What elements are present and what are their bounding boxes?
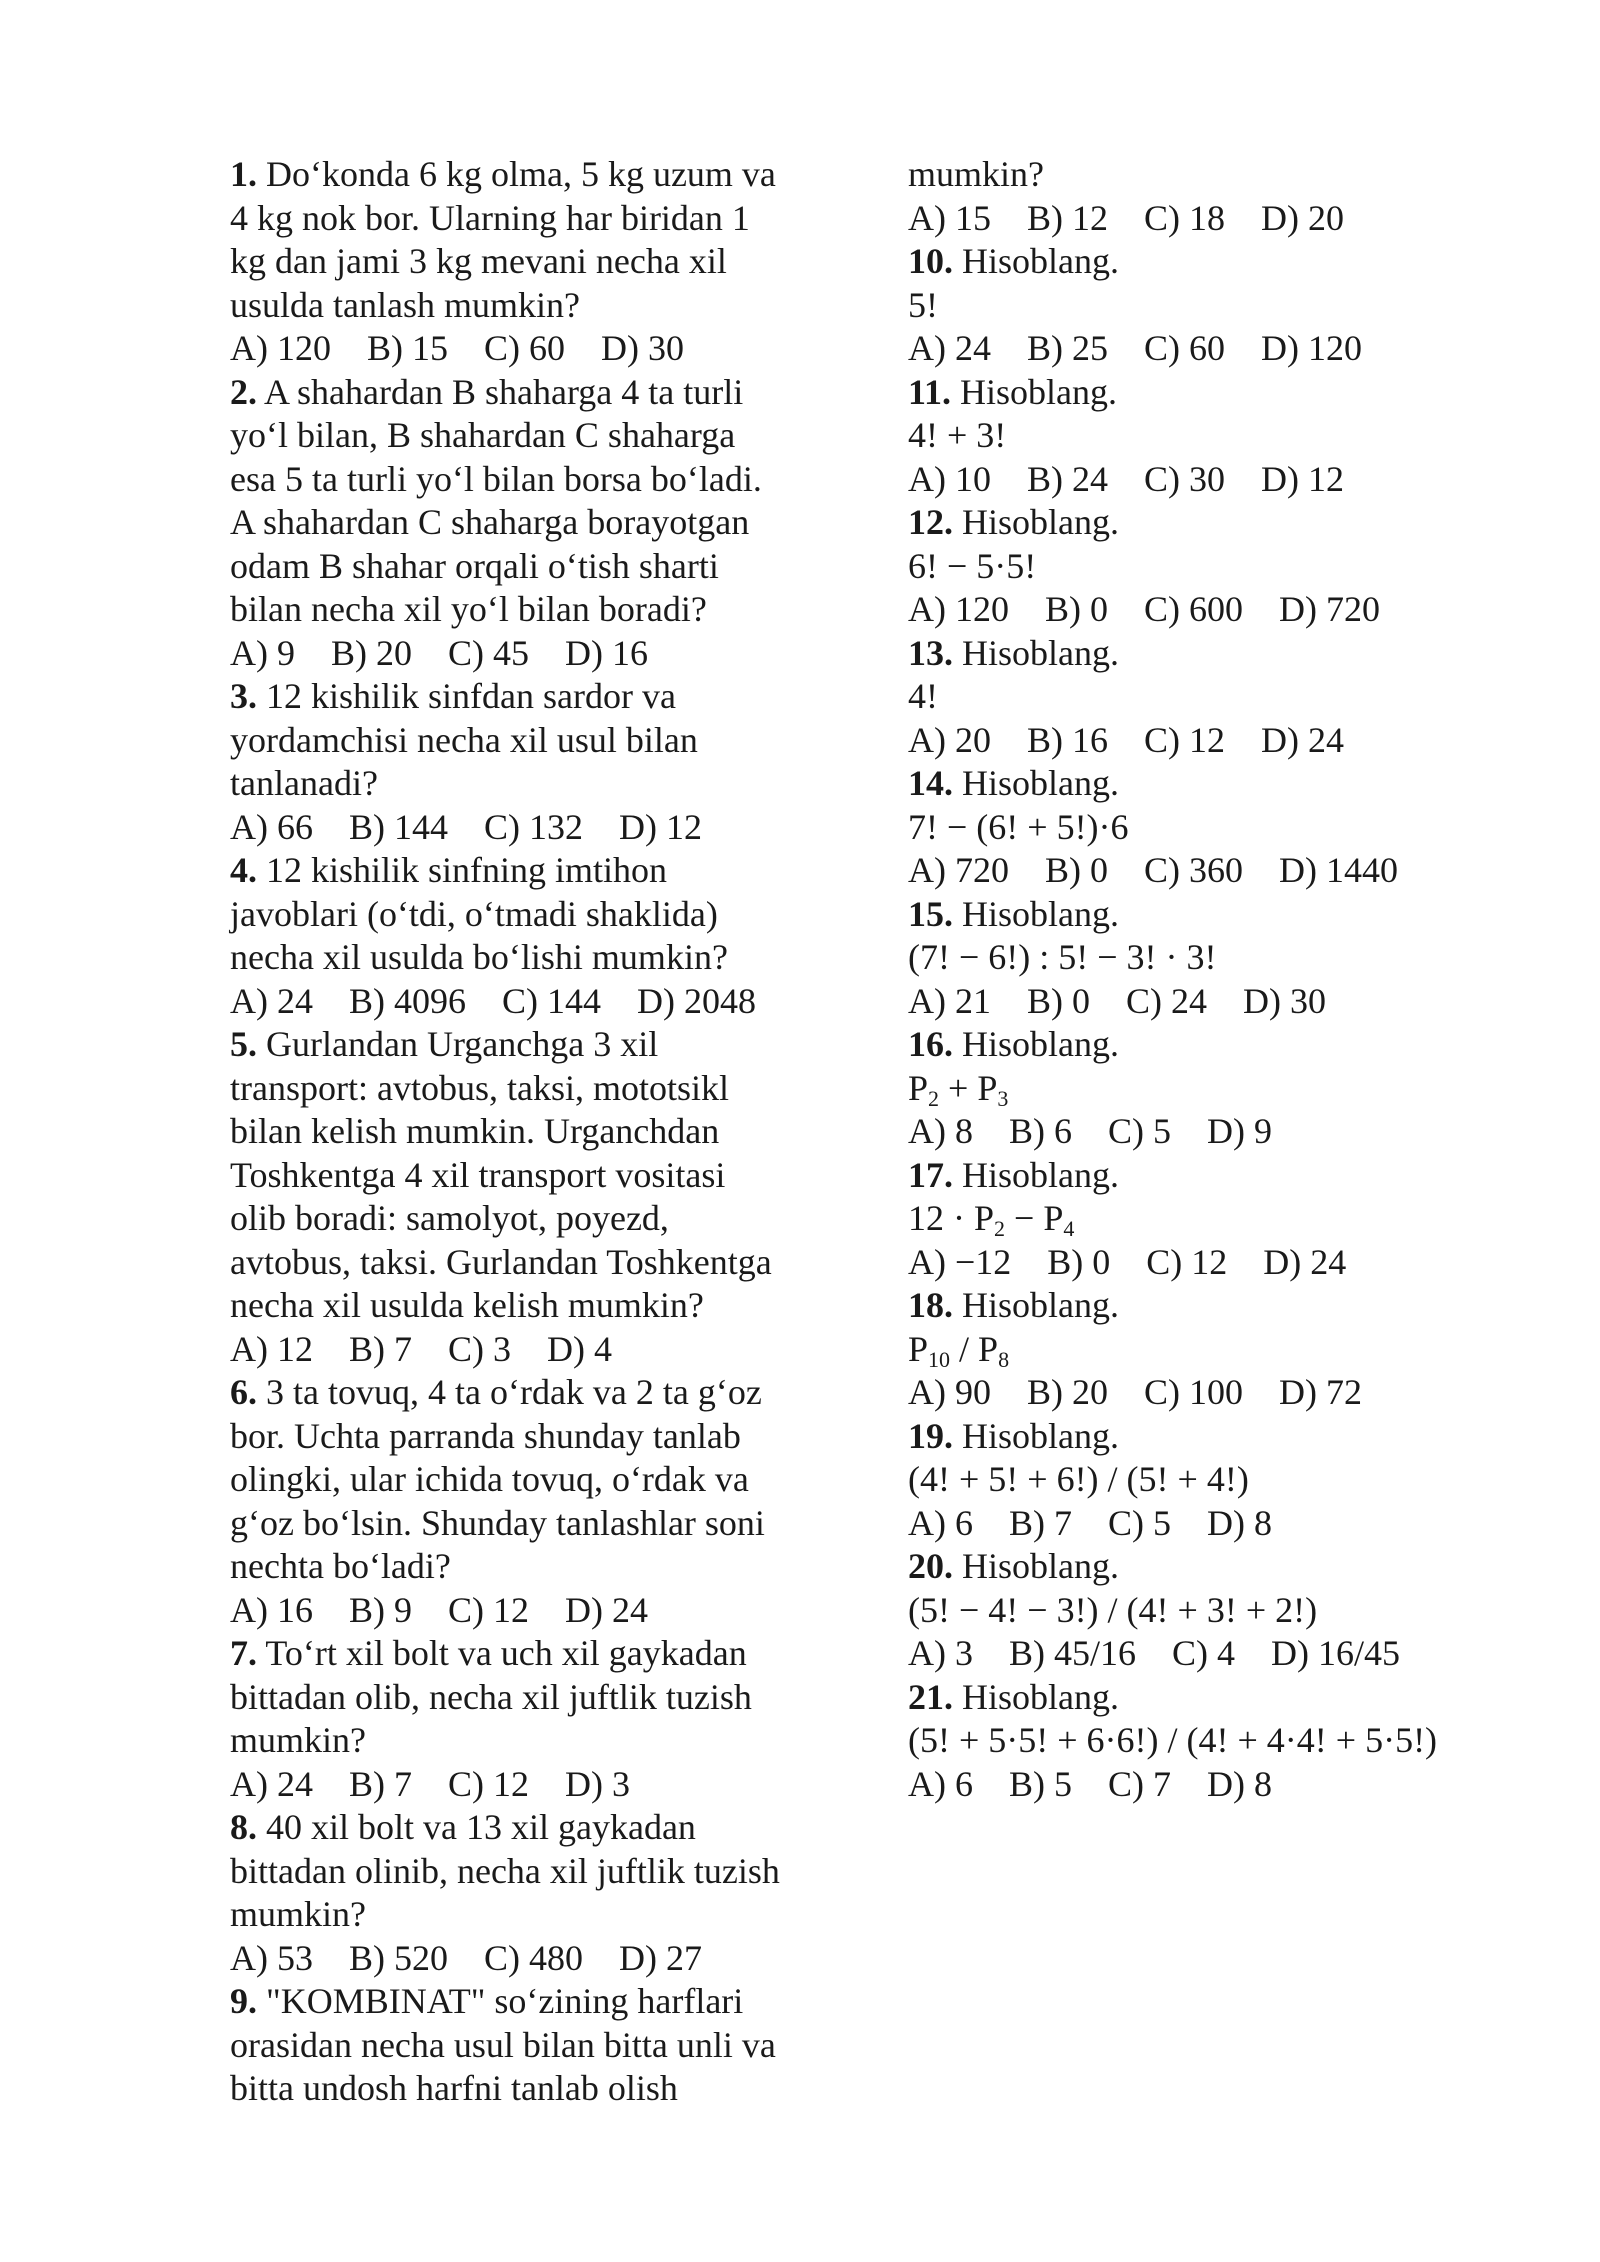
question-number: 21. (908, 1676, 953, 1717)
question-line (230, 1893, 830, 1937)
answer-option: A) 20 (908, 719, 991, 760)
question-text: transport: avtobus, taksi, mototsikl (230, 1067, 729, 1108)
answer-option: C) 30 (1144, 458, 1225, 499)
question-text: bilan necha xil yo‘l bilan boradi? (230, 589, 707, 629)
question-number: 6. (230, 1372, 257, 1412)
permutation-symbol: P (974, 1198, 995, 1238)
question-line (230, 719, 830, 763)
answer-option: C) 3 (448, 1328, 511, 1369)
question-line (230, 936, 830, 980)
question-text: A shahardan B shaharga 4 ta turli (264, 371, 744, 412)
question-prompt: Hisoblang. (962, 1546, 1119, 1586)
answer-option: B) 15 (367, 328, 448, 368)
question-line (230, 588, 830, 632)
answer-option: A) 24 (230, 980, 313, 1021)
answer-option: C) 45 (448, 632, 529, 673)
answer-option: D) 120 (1261, 328, 1362, 368)
question-line (230, 2024, 830, 2068)
question-prompt: Hisoblang. (962, 763, 1119, 803)
question-text: avtobus, taksi. Gurlandan Toshkentga (230, 1241, 772, 1282)
answer-options (230, 327, 830, 371)
question-text: esa 5 ta turli yo‘l bilan borsa bo‘ladi. (230, 458, 762, 499)
expression-text: (7! − 6!) : 5! − 3! · 3! (908, 937, 1217, 977)
question-first-line (230, 1632, 830, 1676)
answer-option: D) 27 (619, 1937, 702, 1978)
answer-option: D) 24 (1261, 719, 1344, 760)
answer-option: A) 12 (230, 1328, 313, 1369)
question-prompt: Hisoblang. (962, 502, 1119, 542)
answer-option: D) 3 (565, 1763, 630, 1804)
answer-option: D) 720 (1279, 589, 1380, 629)
question-line (230, 1676, 830, 1720)
answer-option: C) 7 (1108, 1763, 1171, 1804)
question-text: 12 kishilik sinfning imtihon (266, 850, 668, 890)
math-expression (908, 675, 1548, 719)
question-prompt: Hisoblang. (962, 241, 1119, 281)
question-line (230, 414, 830, 458)
question-first-line (908, 1415, 1548, 1459)
question-number: 12. (908, 502, 953, 542)
question-line (230, 284, 830, 328)
answer-option: D) 30 (601, 328, 684, 368)
question-first-line (908, 1284, 1548, 1328)
answer-option: D) 30 (1243, 980, 1326, 1021)
answer-options (908, 719, 1548, 763)
expression-text: 4! (908, 676, 938, 716)
question-text: kg dan jami 3 kg mevani necha xil (230, 241, 727, 281)
answer-option: A) 9 (230, 632, 295, 673)
answer-option: B) 6 (1009, 1111, 1072, 1151)
question-prompt: Hisoblang. (962, 1415, 1119, 1456)
math-expression (908, 936, 1548, 980)
question-text: yo‘l bilan, B shahardan C shaharga (230, 415, 736, 455)
question-first-line (230, 849, 830, 893)
answer-option: D) 4 (547, 1328, 612, 1369)
question-prompt: Hisoblang. (962, 893, 1119, 934)
question-line (230, 1197, 830, 1241)
question-text: g‘oz bo‘lsin. Shunday tanlashlar soni (230, 1502, 765, 1543)
question-line (230, 1241, 830, 1285)
math-expression (908, 1719, 1548, 1763)
answer-option: B) 20 (1027, 1372, 1108, 1412)
question-text: bittadan olib, necha xil juftlik tuzish (230, 1676, 752, 1717)
answer-option: B) 16 (1027, 719, 1108, 760)
answer-option: B) 9 (349, 1589, 412, 1630)
question-first-line (908, 1023, 1548, 1067)
question-number: 7. (230, 1633, 257, 1673)
right-column (908, 153, 1548, 1806)
answer-options (908, 588, 1548, 632)
question-line (230, 1545, 830, 1589)
question-number: 3. (230, 676, 257, 716)
math-expression (908, 806, 1548, 850)
answer-options (908, 327, 1548, 371)
question-first-line (908, 1154, 1548, 1198)
answer-option: B) 5 (1009, 1763, 1072, 1804)
question-line (230, 2067, 830, 2111)
answer-option: C) 12 (1146, 1241, 1228, 1282)
answer-option: D) 9 (1207, 1111, 1272, 1151)
answer-options (230, 632, 830, 676)
expression-text: (4! + 5! + 6!) / (5! + 4!) (908, 1459, 1249, 1499)
question-line (230, 1154, 830, 1198)
permutation-symbol: P (978, 1328, 999, 1369)
math-expression (908, 1458, 1548, 1502)
answer-option: C) 4 (1172, 1633, 1236, 1673)
question-line (230, 762, 830, 806)
expression-text: (5! + 5·5! + 6·6!) / (4! + 4·4! + 5·5!) (908, 1720, 1438, 1760)
question-text: A shahardan C shaharga borayotgan (230, 502, 750, 542)
answer-option: D) 16 (565, 632, 648, 673)
question-number: 14. (908, 763, 953, 803)
permutation-index: 10 (928, 1346, 951, 1372)
permutation-symbol: P (977, 1067, 998, 1108)
question-text: javoblari (o‘tdi, o‘tmadi shaklida) (230, 893, 718, 934)
permutation-symbol: P (908, 1067, 929, 1108)
answer-option: B) 25 (1027, 328, 1108, 368)
answer-options (230, 1589, 830, 1633)
question-number: 10. (908, 241, 953, 281)
question-prompt: Hisoblang. (962, 632, 1119, 673)
answer-option: C) 100 (1144, 1372, 1243, 1412)
answer-option: D) 20 (1261, 197, 1344, 238)
answer-option: B) 0 (1045, 850, 1108, 890)
question-text: olingki, ular ichida tovuq, o‘rdak va (230, 1459, 749, 1499)
question-text: necha xil usulda bo‘lishi mumkin? (230, 937, 728, 977)
question-text: 3 ta tovuq, 4 ta o‘rdak va 2 ta g‘oz (266, 1372, 762, 1412)
question-line (230, 893, 830, 937)
operator: / (950, 1328, 979, 1369)
answer-option: C) 24 (1126, 980, 1207, 1021)
question-text: nechta bo‘ladi? (230, 1546, 451, 1586)
math-expression (908, 284, 1548, 328)
answer-option: C) 12 (448, 1589, 529, 1630)
question-text: odam B shahar orqali o‘tish sharti (230, 545, 719, 586)
question-first-line (908, 501, 1548, 545)
answer-options (908, 1371, 1548, 1415)
question-number: 13. (908, 632, 953, 673)
math-expression (908, 1067, 1548, 1111)
answer-options (230, 1328, 830, 1372)
permutation-index: 8 (998, 1346, 1010, 1372)
operator: + (939, 1067, 978, 1108)
answer-option: A) 21 (908, 980, 991, 1021)
math-expression (908, 1589, 1548, 1633)
answer-option: D) 1440 (1279, 850, 1398, 890)
expression-text: 6! − 5·5! (908, 545, 1037, 586)
question-number: 18. (908, 1285, 953, 1325)
math-expression (908, 414, 1548, 458)
question-first-line (908, 762, 1548, 806)
answer-options (908, 197, 1548, 241)
answer-option: B) 0 (1045, 589, 1108, 629)
question-text: usulda tanlash mumkin? (230, 284, 580, 325)
question-line (230, 1850, 830, 1894)
question-text: bitta undosh harfni tanlab olish (230, 2068, 678, 2108)
answer-option: B) 7 (349, 1763, 412, 1804)
answer-option: C) 360 (1144, 850, 1243, 890)
question-number: 19. (908, 1415, 953, 1456)
answer-option: A) 120 (230, 328, 331, 368)
answer-option: D) 24 (565, 1589, 648, 1630)
permutation-index: 4 (1063, 1216, 1075, 1241)
answer-option: A) 53 (230, 1937, 313, 1978)
answer-option: B) 12 (1027, 197, 1108, 238)
answer-option: A) 90 (908, 1372, 991, 1412)
question-text: 40 xil bolt va 13 xil gaykadan (266, 1807, 696, 1847)
question-text: mumkin? (230, 1894, 366, 1934)
question-text: mumkin? (908, 154, 1044, 194)
question-number: 11. (908, 371, 952, 412)
answer-options (908, 1632, 1548, 1676)
left-column (230, 153, 830, 2111)
answer-options (908, 458, 1548, 502)
answer-option: C) 5 (1108, 1111, 1171, 1151)
answer-option: D) 8 (1207, 1763, 1272, 1804)
expression-text: (5! − 4! − 3!) / (4! + 3! + 2!) (908, 1589, 1318, 1630)
math-expression (908, 1328, 1548, 1372)
expression-prefix: 12 · (908, 1198, 974, 1238)
answer-options (230, 980, 830, 1024)
question-first-line (230, 153, 830, 197)
question-text: necha xil usulda kelish mumkin? (230, 1285, 704, 1325)
answer-option: A) 15 (908, 197, 991, 238)
question-number: 16. (908, 1024, 953, 1064)
answer-option: B) 4096 (349, 980, 466, 1021)
answer-option: C) 480 (484, 1937, 583, 1978)
answer-options (908, 849, 1548, 893)
question-first-line (908, 632, 1548, 676)
answer-option: C) 18 (1144, 197, 1225, 238)
answer-option: A) 24 (908, 328, 991, 368)
answer-option: A) 16 (230, 1589, 313, 1630)
answer-option: C) 144 (502, 980, 601, 1021)
answer-option: B) 0 (1027, 980, 1090, 1021)
question-number: 1. (230, 154, 257, 194)
question-first-line (908, 1676, 1548, 1720)
question-line (230, 1415, 830, 1459)
question-first-line (230, 1980, 830, 2024)
question-first-line (230, 1806, 830, 1850)
math-expression (908, 545, 1548, 589)
expression-text: 5! (908, 284, 938, 325)
question-text: Gurlandan Urganchga 3 xil (266, 1024, 659, 1064)
question-first-line (230, 675, 830, 719)
math-expression (908, 1197, 1548, 1241)
answer-option: A) 6 (908, 1763, 973, 1804)
expression-text: 4! + 3! (908, 415, 1007, 455)
question-prompt: Hisoblang. (962, 1024, 1119, 1064)
question-number: 20. (908, 1546, 953, 1586)
question-text: olib boradi: samolyot, poyezd, (230, 1198, 669, 1238)
question-text: mumkin? (230, 1720, 366, 1760)
question-prompt: Hisoblang. (962, 1154, 1119, 1195)
operator: − (1005, 1198, 1044, 1238)
answer-option: A) −12 (908, 1241, 1012, 1282)
answer-option: B) 0 (1047, 1241, 1111, 1282)
question-line (230, 1502, 830, 1546)
question-first-line (908, 1545, 1548, 1589)
question-line (230, 458, 830, 502)
question-line (230, 1719, 830, 1763)
question-number: 15. (908, 893, 953, 934)
answer-option: B) 20 (331, 632, 412, 673)
answer-options (908, 1241, 1548, 1285)
question-number: 4. (230, 850, 257, 890)
question-first-line (230, 371, 830, 415)
answer-option: D) 12 (619, 806, 702, 847)
answer-option: C) 12 (1144, 719, 1225, 760)
answer-options (908, 1502, 1548, 1546)
permutation-symbol: P (1043, 1198, 1064, 1238)
question-text: Do‘konda 6 kg olma, 5 kg uzum va (266, 154, 776, 194)
question-first-line (908, 893, 1548, 937)
answer-option: C) 132 (484, 806, 583, 847)
answer-option: B) 7 (1009, 1502, 1072, 1543)
question-line (230, 1284, 830, 1328)
answer-option: B) 520 (349, 1937, 448, 1978)
answer-option: A) 720 (908, 850, 1009, 890)
question-prompt: Hisoblang. (960, 371, 1118, 412)
question-first-line (230, 1371, 830, 1415)
answer-options (230, 1763, 830, 1807)
answer-option: C) 600 (1144, 589, 1243, 629)
answer-option: D) 72 (1279, 1372, 1362, 1412)
question-text: tanlanadi? (230, 763, 378, 803)
answer-option: B) 24 (1027, 458, 1108, 499)
answer-options (230, 1937, 830, 1981)
answer-option: C) 60 (1144, 328, 1225, 368)
answer-options (230, 806, 830, 850)
answer-option: D) 24 (1263, 1241, 1347, 1282)
question-first-line (230, 1023, 830, 1067)
answer-option: B) 144 (349, 806, 448, 847)
question-text: yordamchisi necha xil usul bilan (230, 719, 698, 760)
answer-option: C) 12 (448, 1763, 529, 1804)
answer-option: B) 7 (349, 1328, 412, 1369)
answer-option: A) 3 (908, 1633, 973, 1673)
permutation-symbol: P (908, 1328, 929, 1369)
answer-option: D) 12 (1261, 458, 1344, 499)
question-number: 9. (230, 1981, 257, 2021)
answer-option: A) 24 (230, 1763, 313, 1804)
question-number: 8. (230, 1807, 257, 1847)
expression-text: 7! − (6! + 5!)·6 (908, 806, 1129, 847)
question-text: To‘rt xil bolt va uch xil gaykadan (265, 1633, 747, 1673)
permutation-index: 2 (994, 1216, 1006, 1241)
answer-option: A) 8 (908, 1111, 973, 1151)
question-line (230, 1458, 830, 1502)
answer-options (908, 1763, 1548, 1807)
question-first-line (908, 371, 1548, 415)
question-text: bilan kelish mumkin. Urganchdan (230, 1111, 720, 1151)
question-number: 2. (230, 371, 257, 412)
question-line (230, 545, 830, 589)
question-line (230, 1110, 830, 1154)
question-text: bittadan olinib, necha xil juftlik tuzish (230, 1850, 780, 1891)
question-line (230, 501, 830, 545)
question-number: 5. (230, 1024, 257, 1064)
answer-option: A) 10 (908, 458, 991, 499)
answer-option: B) 45/16 (1009, 1633, 1137, 1673)
question-text: "KOMBINAT" so‘zining harflari (266, 1981, 744, 2021)
answer-option: A) 6 (908, 1502, 973, 1543)
answer-option: C) 5 (1108, 1502, 1171, 1543)
answer-options (908, 1110, 1548, 1154)
answer-option: D) 8 (1207, 1502, 1272, 1543)
question-first-line (908, 240, 1548, 284)
question-text: orasidan necha usul bilan bitta unli va (230, 2024, 776, 2065)
answer-option: C) 60 (484, 328, 565, 368)
question-line (908, 153, 1548, 197)
question-text: 4 kg nok bor. Ularning har biridan 1 (230, 197, 750, 238)
answer-option: D) 16/45 (1271, 1633, 1401, 1673)
question-text: 12 kishilik sinfdan sardor va (266, 676, 676, 716)
permutation-index: 2 (928, 1085, 940, 1111)
answer-option: A) 120 (908, 589, 1009, 629)
question-prompt: Hisoblang. (962, 1676, 1119, 1717)
answer-option: A) 66 (230, 806, 313, 847)
answer-option: D) 2048 (637, 980, 756, 1021)
question-line (230, 1067, 830, 1111)
question-prompt: Hisoblang. (962, 1285, 1119, 1325)
question-number: 17. (908, 1154, 953, 1195)
question-line (230, 240, 830, 284)
question-text: Toshkentga 4 xil transport vositasi (230, 1154, 726, 1195)
answer-options (908, 980, 1548, 1024)
permutation-index: 3 (997, 1085, 1009, 1111)
question-text: bor. Uchta parranda shunday tanlab (230, 1415, 741, 1456)
question-line (230, 197, 830, 241)
